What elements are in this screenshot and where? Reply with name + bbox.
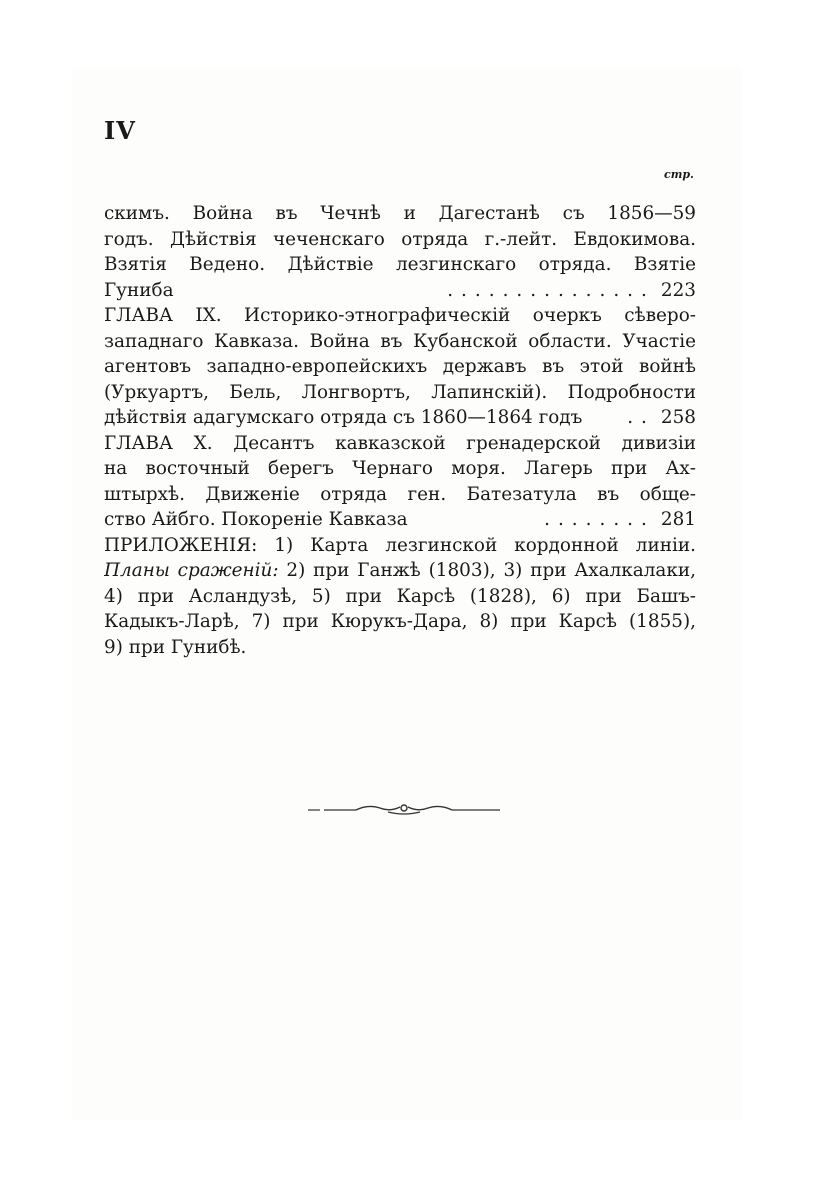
table-of-contents-text [104,201,696,660]
toc-entry-text: ство Айбго. Покореніе Кавказа [104,509,408,530]
toc-page-number: 281 [660,509,696,530]
toc-line: (Уркуартъ, Бель, Лонгвортъ, Лапинскій). Подробности [104,381,696,403]
toc-page-number: 223 [660,279,696,301]
toc-entry-with-page [104,507,696,533]
dot-leader: .. [627,407,655,428]
toc-page-number: 258 [660,407,696,428]
toc-line: 9) при Гунибѣ. [104,636,247,658]
battle-plans-label: Планы сраженій: [104,560,279,581]
toc-line [104,558,696,584]
toc-line: Взятія Ведено. Дѣйствіе лезгинскаго отряда. Взятіе [104,254,696,275]
toc-line: скимъ. Война въ Чечнѣ и Дагестанѣ съ 1856—59 [104,203,696,224]
toc-entry-with-page [104,405,696,431]
chapter-heading-line: ГЛАВА X. Десантъ кавказской гренадерской дивизіи [104,432,696,454]
decorative-ornament-icon [304,800,504,820]
toc-line: агентовъ западно-европейскихъ державъ въ этой войнѣ [104,356,696,377]
toc-line: годъ. Дѣйствія чеченскаго отряда г.-лейт. Евдокимова. [104,228,696,250]
appendix-heading-line: ПРИЛОЖЕНІЯ: 1) Карта лезгинской кордонной линіи. [104,534,696,556]
toc-line-rest: 2) при Ганжѣ (1803), 3) при Ахалкалаки, [278,560,696,581]
toc-entry-text: Гуниба [104,279,174,301]
toc-line: западнаго Кавказа. Война въ Кубанской области. Участіе [104,330,696,352]
toc-entry-text: дѣйствія адагумскаго отряда съ 1860—1864 годъ [104,407,583,428]
toc-line: Кадыкъ-Ларѣ, 7) при Кюрукъ-Дара, 8) при Карсѣ (1855), [104,611,696,632]
page-column-label: стр. [664,168,694,181]
chapter-heading-line: ГЛАВА IX. Историко-этнографическій очеркъ сѣверо- [104,305,696,326]
dot-leader: ............... [447,279,655,301]
toc-line: штырхѣ. Движеніе отряда ген. Батезатула въ обще- [104,483,696,505]
toc-line: 4) при Асландузѣ, 5) при Карсѣ (1828), 6) при Башъ- [104,585,696,607]
page-number: IV [104,116,136,145]
toc-entry-with-page [104,278,696,304]
toc-line: на восточный берегъ Чернаго моря. Лагерь при Ах- [104,458,696,479]
dot-leader: ........ [544,509,655,530]
